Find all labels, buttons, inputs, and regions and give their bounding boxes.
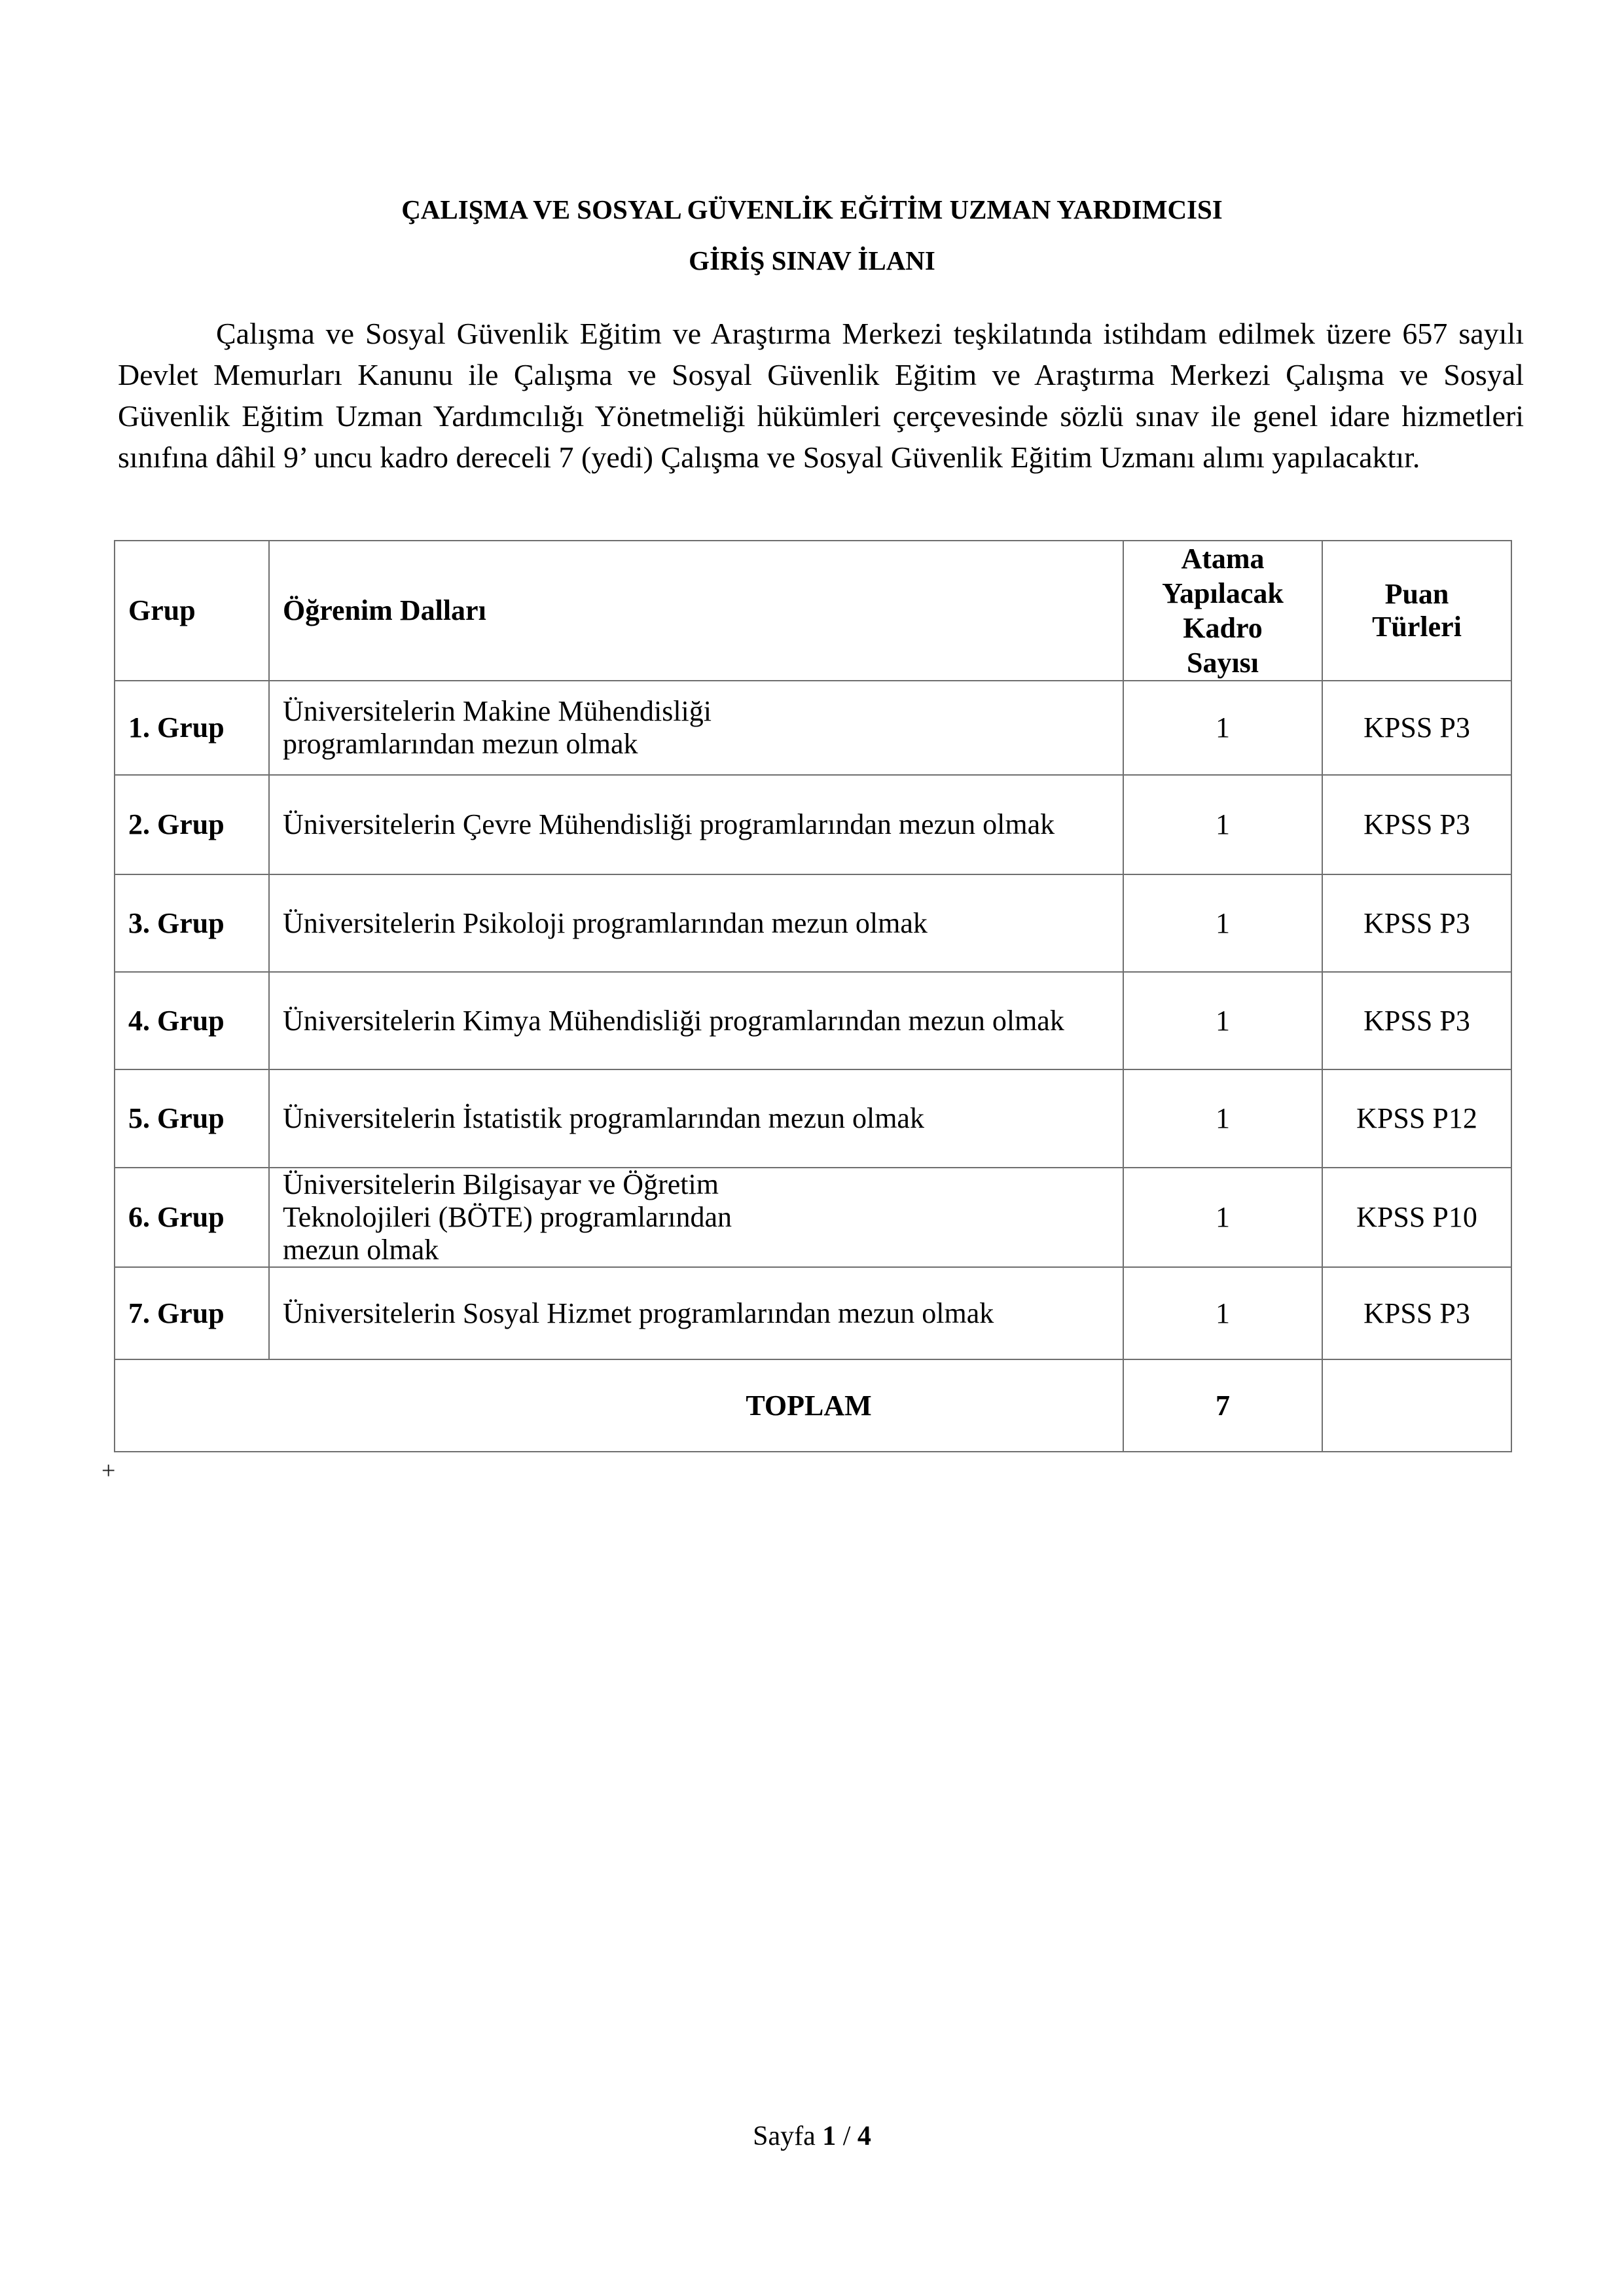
row-count: 1	[1123, 1168, 1322, 1267]
header-fields: Öğrenim Dalları	[269, 541, 1123, 681]
row-group: 1. Grup	[115, 681, 269, 775]
row-count: 1	[1123, 1267, 1322, 1359]
table-row	[115, 874, 1511, 972]
intro-paragraph: Çalışma ve Sosyal Güvenlik Eğitim ve Araştırma Merkezi teşkilatında istihdam edilmek üzere 657 sayılı Devlet Memurları Kanunu ile Çalışma ve Sosyal Güvenlik Eğitim ve Araştırma Merkezi Çalışma ve Sosyal Güvenlik Eğitim Uzman Yardımcılığı Yönetmeliği hükümleri çerçevesinde sözlü sınav ile genel idare hizmetleri sınıfına dâhil 9’ uncu kadro dereceli 7 (yedi) Çalışma ve Sosyal Güvenlik Eğitim Uzmanı alımı yapılacaktır.	[118, 317, 1524, 474]
row-field: Üniversitelerin Sosyal Hizmet programlarından mezun olmak	[269, 1267, 1123, 1359]
table-row	[115, 972, 1511, 1069]
row-group: 6. Grup	[115, 1168, 269, 1267]
header-count-line4: Sayısı	[1186, 647, 1259, 679]
header-count	[1123, 541, 1322, 681]
row-count: 1	[1123, 972, 1322, 1069]
total-empty-cell	[1322, 1359, 1511, 1452]
header-score-type	[1322, 541, 1511, 681]
row-group: 4. Grup	[115, 972, 269, 1069]
document-title: ÇALIŞMA VE SOSYAL GÜVENLİK EĞİTİM UZMAN YARDIMCISI	[401, 194, 1223, 224]
footer-separator: /	[842, 2121, 851, 2151]
row-group: 7. Grup	[115, 1267, 269, 1359]
header-score-line1: Puan	[1384, 578, 1449, 610]
footer-current-page: 1	[822, 2121, 837, 2151]
plus-mark: +	[101, 1457, 116, 1484]
header-group: Grup	[115, 541, 269, 681]
table-row	[115, 1267, 1511, 1359]
row-field: Üniversitelerin İstatistik programlarından mezun olmak	[269, 1069, 1123, 1168]
table-header-row	[115, 541, 1511, 681]
total-label: TOPLAM	[115, 1359, 1123, 1452]
row-count: 1	[1123, 874, 1322, 972]
row-field: Üniversitelerin Çevre Mühendisliği programlarından mezun olmak	[269, 775, 1123, 874]
row-count: 1	[1123, 1069, 1322, 1168]
page-footer	[0, 2121, 1624, 2152]
table-row	[115, 1069, 1511, 1168]
row-score-type: KPSS P10	[1322, 1168, 1511, 1267]
header-count-line1: Atama	[1181, 543, 1265, 575]
row-field: Üniversitelerin Makine Mühendisliği programlarından mezun olmak	[269, 681, 1123, 775]
row-group: 3. Grup	[115, 874, 269, 972]
row-score-type: KPSS P3	[1322, 775, 1511, 874]
row-field: Üniversitelerin Kimya Mühendisliği programlarından mezun olmak	[269, 972, 1123, 1069]
total-count: 7	[1123, 1359, 1322, 1452]
footer-prefix: Sayfa	[753, 2121, 816, 2151]
row-score-type: KPSS P3	[1322, 1267, 1511, 1359]
header-count-line2: Yapılacak	[1162, 577, 1284, 609]
row-field: Üniversitelerin Bilgisayar ve Öğretim Teknolojileri (BÖTE) programlarından mezun olmak	[269, 1168, 1123, 1267]
row-group: 5. Grup	[115, 1069, 269, 1168]
footer-total-pages: 4	[857, 2121, 871, 2151]
document-subtitle: GİRİŞ SINAV İLANI	[689, 245, 935, 276]
table-row	[115, 1168, 1511, 1267]
header-count-line3: Kadro	[1183, 612, 1263, 644]
row-group: 2. Grup	[115, 775, 269, 874]
row-score-type: KPSS P3	[1322, 874, 1511, 972]
row-count: 1	[1123, 681, 1322, 775]
row-score-type: KPSS P3	[1322, 972, 1511, 1069]
header-score-line2: Türleri	[1372, 611, 1462, 643]
positions-table	[114, 540, 1512, 1452]
row-score-type: KPSS P12	[1322, 1069, 1511, 1168]
row-count: 1	[1123, 775, 1322, 874]
table-row	[115, 681, 1511, 775]
row-field: Üniversitelerin Psikoloji programlarından mezun olmak	[269, 874, 1123, 972]
table-row	[115, 775, 1511, 874]
table-total-row	[115, 1359, 1511, 1452]
row-score-type: KPSS P3	[1322, 681, 1511, 775]
